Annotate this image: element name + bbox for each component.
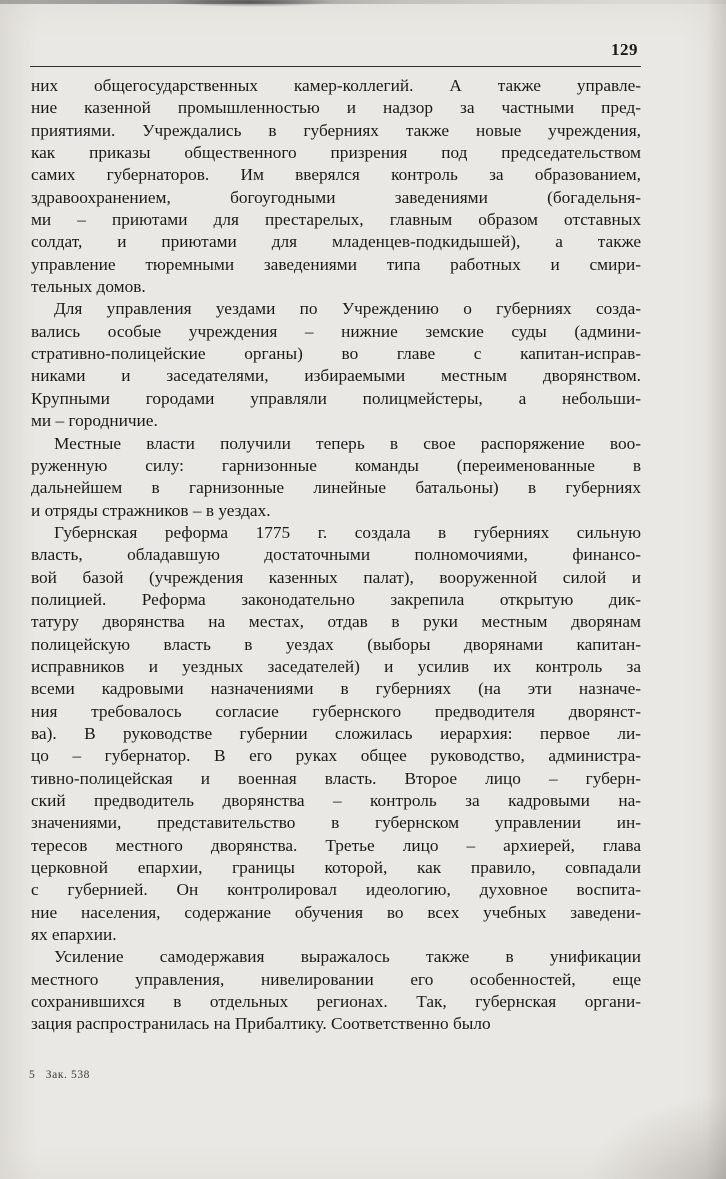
text-line: с губернией. Он контролировал идеологию, духовное воспита-	[31, 880, 641, 900]
scan-corner-shadow	[576, 1089, 726, 1179]
text-line: полицией. Реформа законодательно закрепила открытую дик-	[31, 589, 641, 609]
text-line: управление тюремными заведениями типа работных и смири-	[31, 254, 641, 274]
text-line: тельных домов.	[31, 277, 146, 297]
paragraph	[31, 75, 641, 298]
header-rule	[30, 66, 641, 67]
page-number: 129	[611, 40, 638, 59]
text-line: стративно-полицейские органы) во главе с капитан-исправ-	[31, 344, 641, 364]
text-line: исправников и уездных заседателей) и усилив их контроль за	[31, 656, 641, 676]
text-line: ми – городничие.	[31, 411, 158, 431]
text-line: Усиление самодержавия выражалось также в унификации	[54, 947, 641, 967]
text-block	[31, 75, 641, 1036]
text-line: полицейскую власть в уездах (выборы дворянами капитан-	[31, 634, 641, 654]
text-line: и отряды стражников – в уездах.	[31, 500, 271, 520]
text-line: солдат, и приютами для младенцев-подкидышей), а также	[31, 232, 641, 252]
text-line: Губернская реформа 1775 г. создала в губерниях сильную	[54, 522, 641, 542]
scan-top-edge	[0, 0, 726, 4]
text-line: цо – губернатор. В его руках общее руководство, администра-	[31, 746, 641, 766]
text-line: самих губернаторов. Им вверялся контроль за образованием,	[31, 165, 641, 185]
text-line: ние казенной промышленностью и надзор за частными пред-	[31, 98, 641, 118]
text-line: ский предводитель дворянства – контроль за кадровыми на-	[31, 791, 641, 810]
text-line: Крупными городами управляли полицмейстеры, а небольши-	[31, 388, 641, 408]
text-line: них общегосударственных камер-коллегий. А также управле-	[31, 76, 641, 95]
text-line: тивно-полицейская и военная власть. Второе лицо – губерн-	[31, 768, 641, 788]
paragraph	[31, 298, 641, 432]
text-line: зация распространилась на Прибалтику. Соответственно было	[31, 1014, 491, 1034]
text-line: руженную силу: гарнизонные команды (переименованные в	[31, 455, 641, 475]
text-line: татуру дворянства на местах, отдав в руки местным дворянам	[31, 612, 641, 632]
text-line: всеми кадровыми назначениями в губерниях (на эти назначе-	[31, 679, 641, 699]
text-line: вой базой (учреждения казенных палат), вооруженной силой и	[31, 567, 641, 587]
paragraph	[31, 433, 641, 522]
text-line: сохранившихся в отдельных регионах. Так, губернская органи-	[31, 992, 641, 1012]
text-line: никами и заседателями, избираемыми местным дворянством.	[31, 366, 641, 386]
text-line: тересов местного дворянства. Третье лицо – архиерей, глава	[31, 835, 641, 855]
text-line: ва). В руководстве губернии сложилась иерархия: первое ли-	[31, 723, 641, 743]
text-line: ях епархии.	[31, 925, 117, 945]
text-line: ние населения, содержание обучения во всех учебных заведени-	[31, 902, 641, 922]
text-line: церковной епархии, границы которой, как правило, совпадали	[31, 858, 641, 878]
text-line: вались особые учреждения – нижние земские суды (админи-	[31, 321, 641, 341]
print-signature: 5 Зак. 538	[29, 1069, 91, 1081]
paragraph	[31, 946, 641, 1035]
text-line: ния требовалось согласие губернского предводителя дворянст-	[31, 701, 641, 721]
text-line: Для управления уездами по Учреждению о губерниях созда-	[54, 299, 641, 319]
scan-smudge	[165, 0, 335, 7]
text-line: значениями, представительство в губернском управлении ин-	[31, 813, 641, 833]
text-line: местного управления, нивелировании его особенностей, еще	[31, 969, 641, 989]
text-line: Местные власти получили теперь в свое распоряжение воо-	[54, 433, 641, 453]
scan-right-shadow	[706, 0, 726, 1179]
paragraph	[31, 522, 641, 947]
text-line: дальнейшем в гарнизонные линейные батальоны) в губерниях	[31, 478, 641, 498]
text-line: здравоохранением, богоугодными заведениями (богадельня-	[31, 187, 641, 207]
text-line: власть, обладавшую достаточными полномочиями, финансо-	[31, 545, 641, 565]
text-line: приятиями. Учреждались в губерниях также новые учреждения,	[31, 120, 641, 140]
text-line: ми – приютами для престарелых, главным образом отставных	[31, 210, 641, 230]
text-line: как приказы общественного призрения под председательством	[31, 143, 641, 163]
